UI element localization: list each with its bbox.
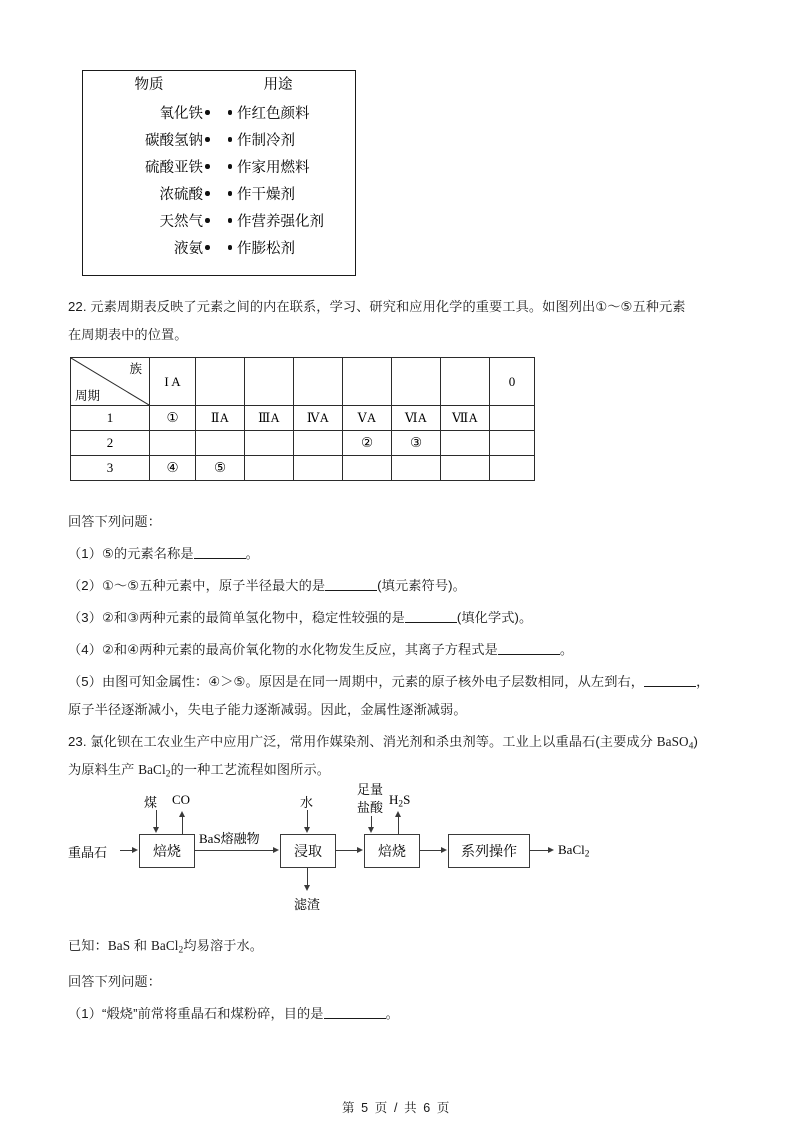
q22-item-1 (68, 540, 740, 568)
formula-bas: BaS (107, 938, 131, 953)
ptable-cell (245, 431, 294, 456)
matching-right-dot[interactable] (220, 164, 232, 169)
ptable-cell (196, 406, 245, 431)
ptable-cell (150, 456, 196, 481)
answer-blank[interactable] (644, 686, 696, 687)
ptable-period-label: 周期 (75, 389, 101, 403)
matching-left-dot[interactable] (205, 191, 217, 196)
flow-line (336, 850, 359, 851)
q22-item-3-text: （3）②和③两种元素的最简单氢化物中，稳定性较强的是 (68, 610, 405, 625)
ptable-period-number: 3 (71, 456, 150, 481)
element-marker: ① (166, 410, 179, 425)
arrow-right-icon (548, 847, 554, 853)
flow-line (156, 810, 157, 828)
q22-item-1-suffix: 。 (245, 546, 259, 561)
flow-line (182, 816, 183, 834)
matching-rows (83, 99, 355, 261)
flow-product: BaCl$_2$ (558, 842, 590, 860)
matching-connector (217, 220, 220, 221)
flow-input-coal: 煤 (144, 795, 158, 810)
ptable-header-blank (441, 358, 490, 406)
matching-substance: 氧化铁 (159, 106, 203, 122)
group-label: ⅦA (452, 411, 478, 425)
flow-line (195, 850, 275, 851)
q23-stem-line2: 为原料生产 BaCl$_2$的一种工艺流程如图所示。 (68, 762, 331, 780)
ptable-cell (245, 406, 294, 431)
ptable-group-label: 族 (129, 362, 142, 376)
ptable-header-blank (294, 358, 343, 406)
matching-use: 作膨松剂 (237, 241, 295, 257)
arrow-right-icon (273, 847, 279, 853)
flow-line (307, 810, 308, 828)
flow-input-material: 重晶石 (68, 845, 108, 860)
q22-item-2 (68, 572, 740, 600)
q22-stem-line1: 22. 元素周期表反映了元素之间的内在联系，学习、研究和应用化学的重要工具。如图列出①～⑤五种元素 (68, 299, 686, 314)
ptable-header-zero: 0 (490, 358, 535, 406)
matching-use: 作干燥剂 (237, 187, 295, 203)
q22-item-5-line1 (68, 668, 740, 696)
flow-line (307, 868, 308, 886)
matching-substance: 液氨 (174, 241, 203, 257)
formula-baso4: BaSO$_4$ (656, 734, 694, 752)
ptable-row (71, 431, 535, 456)
matching-connector (217, 166, 220, 167)
flow-output-co: CO (172, 792, 191, 807)
answer-blank[interactable] (324, 1018, 386, 1019)
q23-item-1-suffix: 。 (385, 1006, 399, 1021)
periodic-table-figure (70, 357, 535, 481)
matching-row (83, 207, 355, 234)
ptable-header-blank (343, 358, 392, 406)
ptable-cell (392, 431, 441, 456)
matching-substance: 硫酸亚铁 (145, 160, 203, 176)
arrow-down-icon (304, 827, 310, 833)
ptable-cell (441, 456, 490, 481)
q22-item-5-text: （5）由图可知金属性：④＞⑤。原因是在同一周期中，元素的原子核外电子层数相同，从左到右， (68, 674, 645, 689)
answer-blank[interactable] (498, 654, 560, 655)
matching-connector (217, 247, 220, 248)
q22-item-3-suffix: (填化学式)。 (456, 610, 533, 625)
flow-input-hcl-line2: 盐酸 (357, 800, 384, 815)
matching-row (83, 180, 355, 207)
matching-figure (82, 70, 356, 276)
arrow-right-icon (357, 847, 363, 853)
matching-left-dot[interactable] (205, 218, 217, 223)
group-label: ⅤA (357, 411, 377, 425)
matching-substance: 碳酸氢钠 (145, 133, 203, 149)
q22-item-5-suffix: ， (696, 674, 710, 689)
matching-right-dot[interactable] (220, 137, 232, 142)
arrow-up-icon (179, 811, 185, 817)
flow-box-series-operations: 系列操作 (448, 834, 530, 868)
ptable-cell (196, 456, 245, 481)
dot-icon (205, 245, 210, 250)
flow-input-water: 水 (300, 795, 314, 810)
element-marker: ⑤ (213, 460, 227, 475)
ptable-period-number: 2 (71, 431, 150, 456)
answer-blank[interactable] (405, 622, 457, 623)
formula-bacl2: BaCl$_2$ (151, 938, 184, 956)
q23-item-1-text: （1）“煅烧”前常将重晶石和煤粉碎，目的是 (68, 1006, 324, 1021)
matching-left-dot[interactable] (205, 137, 217, 142)
q22-item-5-line2: 原子半径逐渐减小，失电子能力逐渐减弱。因此，金属性逐渐减弱。 (68, 702, 467, 717)
ptable-cell (294, 456, 343, 481)
ptable-row (71, 406, 535, 431)
matching-left-dot[interactable] (205, 110, 217, 115)
q22-answer-prompt: 回答下列问题： (68, 514, 162, 529)
element-marker: ④ (166, 460, 179, 475)
ptable-header-blank (245, 358, 294, 406)
ptable-cell (196, 431, 245, 456)
flow-input-hcl-line1: 足量 (357, 782, 384, 797)
answer-blank[interactable] (194, 558, 246, 559)
ptable-header-ia: I A (150, 358, 196, 406)
element-marker: ③ (409, 435, 423, 450)
flow-link-label-bas: BaS熔融物 (199, 831, 260, 846)
ptable-cell (441, 431, 490, 456)
matching-substance: 浓硫酸 (159, 187, 203, 203)
group-label: ⅢA (258, 411, 280, 425)
matching-right-header: 用途 (263, 76, 293, 93)
matching-row (83, 153, 355, 180)
q23-answer-prompt: 回答下列问题： (68, 974, 162, 989)
ptable-cell (490, 431, 535, 456)
answer-blank[interactable] (325, 590, 377, 591)
matching-right-dot[interactable] (220, 245, 232, 250)
matching-row (83, 234, 355, 261)
arrow-right-icon (441, 847, 447, 853)
flow-output-residue: 滤渣 (294, 897, 321, 912)
ptable-cell (490, 406, 535, 431)
flow-line (420, 850, 443, 851)
matching-connector (217, 193, 220, 194)
arrow-down-icon (368, 827, 374, 833)
flow-box-leaching: 浸取 (280, 834, 336, 868)
flow-line (530, 850, 550, 851)
q22-item-4-suffix: 。 (559, 642, 574, 657)
group-label: ⅥA (404, 411, 428, 425)
matching-figure-headers (83, 71, 355, 95)
dot-icon (205, 218, 210, 223)
dot-icon (205, 110, 210, 115)
matching-left-dot[interactable] (205, 245, 217, 250)
arrow-down-icon (153, 827, 159, 833)
ptable-cell (392, 406, 441, 431)
group-label: ⅣA (306, 411, 330, 425)
arrow-down-icon (304, 885, 310, 891)
q22-item-2-text: （2）①～⑤五种元素中，原子半径最大的是 (68, 578, 326, 593)
matching-substance: 天然气 (159, 214, 203, 230)
ptable-cell (150, 431, 196, 456)
arrow-up-icon (395, 811, 401, 817)
ptable-period-number: 1 (71, 406, 150, 431)
q22-item-4-text: （4）②和④两种元素的最高价氧化物的水化物发生反应，其离子方程式是 (68, 642, 498, 657)
matching-connector (217, 139, 220, 140)
process-flow-figure (68, 782, 628, 918)
flow-box-calcination-2: 焙烧 (364, 834, 420, 868)
ptable-cell (343, 456, 392, 481)
ptable-row (71, 456, 535, 481)
matching-right-dot[interactable] (220, 110, 232, 115)
formula-bacl2: BaCl$_2$ (138, 762, 171, 780)
flow-box-calcination-1: 焙烧 (139, 834, 195, 868)
ptable-cell (294, 431, 343, 456)
ptable-header-row (71, 358, 535, 406)
q22-item-2-suffix: (填元素符号)。 (377, 578, 466, 593)
matching-use: 作家用燃料 (237, 160, 310, 176)
flow-line (398, 816, 399, 834)
ptable-cell (343, 431, 392, 456)
ptable-cell (245, 456, 294, 481)
matching-right-dot[interactable] (220, 218, 232, 223)
arrow-right-icon (132, 847, 138, 853)
q23-known: 已知：BaS 和 BaCl$_2$均易溶于水。 (68, 938, 264, 956)
ptable-cell (294, 406, 343, 431)
ptable-corner-cell (71, 358, 150, 406)
matching-row (83, 126, 355, 153)
group-label: ⅡA (210, 411, 230, 425)
matching-use: 作制冷剂 (237, 133, 295, 149)
ptable-cell (343, 406, 392, 431)
page-footer: 第 5 页 / 共 6 页 (341, 1101, 451, 1115)
matching-left-header: 物质 (134, 76, 164, 93)
ptable-cell (490, 456, 535, 481)
q22-item-1-text: （1）⑤的元素名称是 (68, 546, 194, 561)
ptable-cell (392, 456, 441, 481)
flow-output-h2s: $H_2S$ (389, 792, 411, 810)
matching-right-dot[interactable] (220, 191, 232, 196)
q22-stem-line2: 在周期表中的位置。 (68, 327, 188, 342)
dot-icon (205, 191, 210, 196)
ptable-cell (150, 406, 196, 431)
q23-stem-line1: 23. 氯化钡在工农业生产中应用广泛，常用作媒染剂、消光剂和杀虫剂等。工业上以重晶石(主要成分 BaSO$_4$) (68, 734, 699, 752)
q23-item-1 (68, 1000, 740, 1028)
element-marker: ② (360, 435, 374, 450)
matching-use: 作营养强化剂 (237, 214, 324, 230)
matching-left-dot[interactable] (205, 164, 217, 169)
q22-item-3 (68, 604, 740, 632)
matching-connector (217, 112, 220, 113)
ptable-header-blank (196, 358, 245, 406)
matching-row (83, 99, 355, 126)
dot-icon (205, 164, 210, 169)
ptable-header-blank (392, 358, 441, 406)
ptable-cell (441, 406, 490, 431)
q22-item-4 (68, 636, 740, 664)
matching-use: 作红色颜料 (237, 106, 310, 122)
dot-icon (205, 137, 210, 142)
